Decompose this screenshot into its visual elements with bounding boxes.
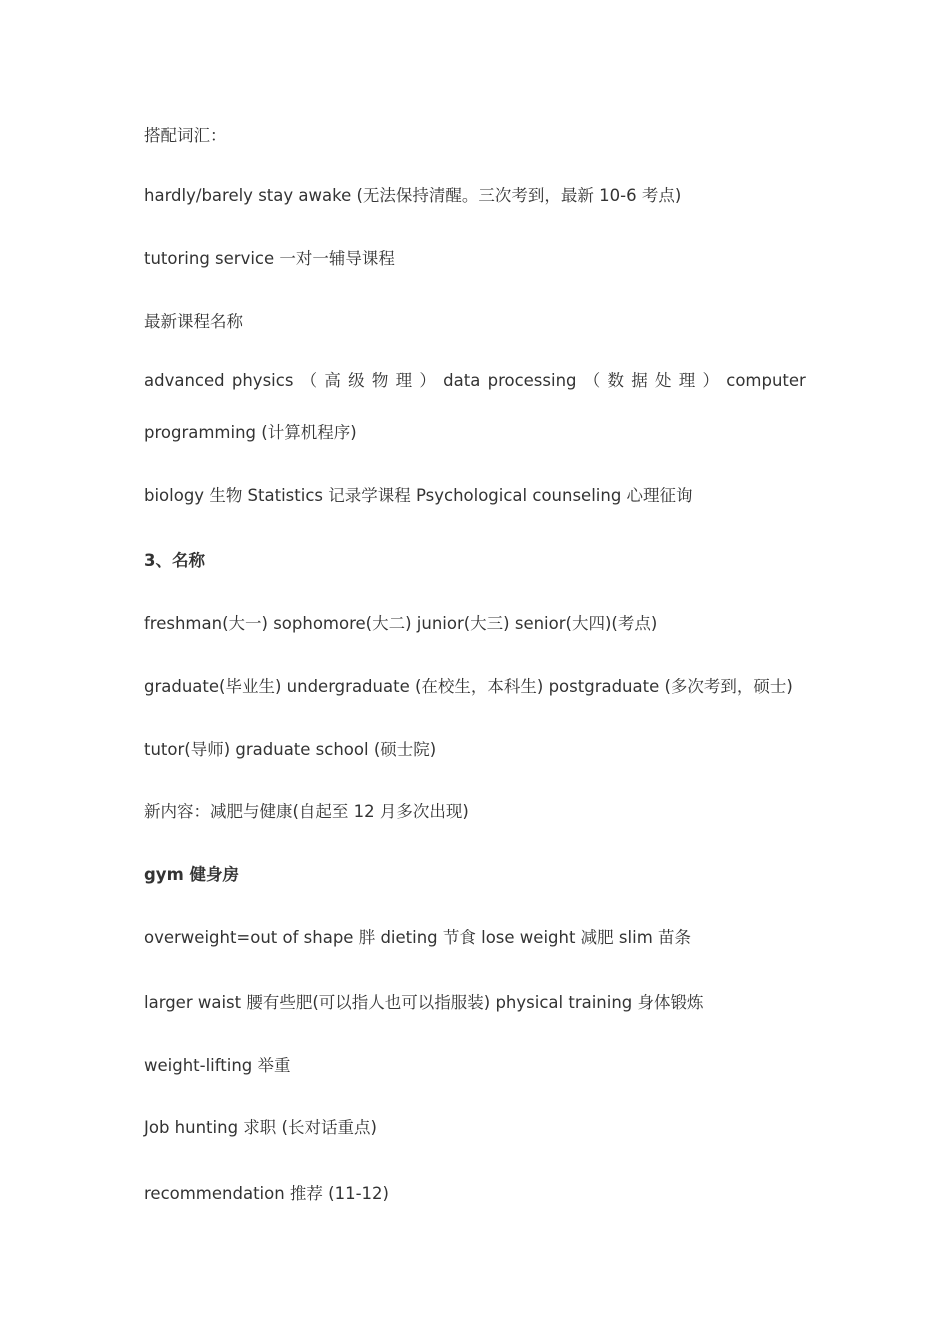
token: ） bbox=[419, 371, 436, 390]
token: 理 bbox=[395, 371, 413, 390]
section-heading-names: 3、名称 bbox=[144, 551, 205, 570]
token: 高 bbox=[324, 371, 341, 390]
token: （ bbox=[583, 371, 601, 390]
token: 级 bbox=[348, 371, 365, 390]
token: 物 bbox=[371, 371, 389, 390]
token: advanced bbox=[144, 371, 225, 390]
text-line-stay-awake: hardly/barely stay awake (无法保持清醒。三次考到，最新 10-6 考点) bbox=[144, 186, 682, 205]
token: processing bbox=[487, 371, 577, 390]
token: 理 bbox=[678, 371, 696, 390]
token: 处 bbox=[655, 371, 672, 390]
text-line-weight-lifting: weight-lifting 举重 bbox=[144, 1056, 291, 1075]
text-line-new-content: 新内容：减肥与健康(自起至 12 月多次出现) bbox=[144, 802, 469, 821]
collocation-vocab-heading: 搭配词汇： bbox=[144, 126, 227, 145]
token: computer bbox=[726, 371, 806, 390]
token: data bbox=[443, 371, 481, 390]
section-heading-gym: gym 健身房 bbox=[144, 865, 240, 884]
token: physics bbox=[231, 371, 294, 390]
text-line-programming: programming (计算机程序) bbox=[144, 423, 357, 442]
text-line-course-list bbox=[144, 369, 806, 393]
text-line-recommendation: recommendation 推荐 (11-12) bbox=[144, 1184, 389, 1203]
text-line-job-hunting: Job hunting 求职 (长对话重点) bbox=[144, 1118, 377, 1137]
text-line-graduate: graduate(毕业生) undergraduate (在校生，本科生) postgraduate (多次考到，硕士) bbox=[144, 677, 793, 696]
token: ） bbox=[702, 371, 720, 390]
token: （ bbox=[300, 371, 318, 390]
token: 据 bbox=[631, 371, 648, 390]
text-line-biology: biology 生物 Statistics 记录学课程 Psychological counseling 心理征询 bbox=[144, 486, 693, 505]
latest-course-names-heading: 最新课程名称 bbox=[144, 312, 243, 331]
text-line-overweight: overweight=out of shape 胖 dieting 节食 lose weight 减肥 slim 苗条 bbox=[144, 928, 692, 947]
token: 数 bbox=[607, 371, 625, 390]
text-line-larger-waist: larger waist 腰有些肥(可以指人也可以指服装) physical training 身体锻炼 bbox=[144, 993, 704, 1012]
text-line-tutor: tutor(导师) graduate school (硕士院) bbox=[144, 740, 437, 759]
text-line-year-levels: freshman(大一) sophomore(大二) junior(大三) senior(大四)(考点) bbox=[144, 614, 658, 633]
text-line-tutoring-service: tutoring service 一对一辅导课程 bbox=[144, 249, 395, 268]
